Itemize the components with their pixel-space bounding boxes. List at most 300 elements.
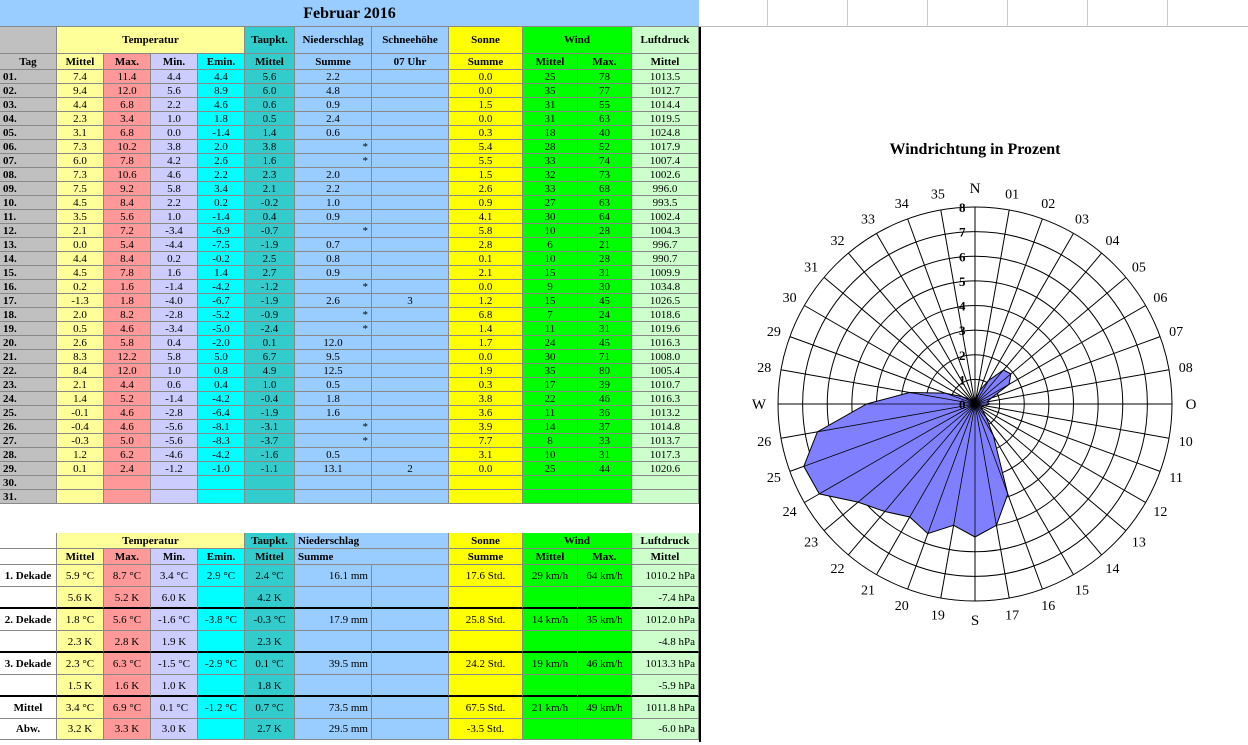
summary-header-taupkt[interactable]: Taupkt.	[245, 533, 295, 549]
table-cell-min[interactable]: -2.8	[151, 308, 198, 322]
table-cell-max[interactable]: 9.2	[104, 182, 151, 196]
table-cell-wind-mittel[interactable]: 27	[523, 196, 578, 210]
summary-cell-schneehoehe[interactable]	[372, 653, 449, 675]
summary-cell-luftdruck[interactable]: -6.0 hPa	[632, 719, 699, 740]
table-cell-wind-max[interactable]: 30	[578, 280, 632, 294]
table-cell-emin[interactable]: -4.2	[198, 392, 245, 406]
summary-cell-max[interactable]: 1.6 K	[104, 675, 151, 697]
summary-label[interactable]: 2. Dekade	[0, 609, 57, 631]
table-cell-emin[interactable]: 4.4	[198, 70, 245, 84]
summary-cell-mittel[interactable]: 3.2 K	[57, 719, 104, 740]
table-cell-wind-max[interactable]: 31	[578, 266, 632, 280]
table-cell-mittel[interactable]: -0.4	[57, 420, 104, 434]
table-cell-luftdruck[interactable]: 1019.6	[632, 322, 699, 336]
summary-cell-emin[interactable]	[198, 587, 245, 609]
table-cell-niederschlag[interactable]: 9.5	[295, 350, 372, 364]
sheet-title[interactable]: Februar 2016	[0, 0, 699, 27]
table-cell-min[interactable]: 5.6	[151, 84, 198, 98]
table-cell-niederschlag[interactable]: 0.5	[295, 448, 372, 462]
summary-cell-luftdruck[interactable]: 1010.2 hPa	[632, 565, 699, 587]
table-cell-tag[interactable]: 02.	[0, 84, 57, 98]
summary-header-empty[interactable]	[0, 533, 57, 549]
table-cell-schneehoehe[interactable]: 2	[372, 462, 449, 476]
table-cell-min[interactable]: 1.0	[151, 364, 198, 378]
summary-cell-max[interactable]: 5.2 K	[104, 587, 151, 609]
table-cell-taupkt[interactable]: 3.8	[245, 140, 295, 154]
table-cell-taupkt[interactable]: -0.9	[245, 308, 295, 322]
summary-cell-sonne[interactable]	[449, 587, 523, 609]
summary-cell-taupkt[interactable]: -0.3 °C	[245, 609, 295, 631]
table-cell-niederschlag[interactable]: *	[295, 322, 372, 336]
summary-label[interactable]: 3. Dekade	[0, 653, 57, 675]
table-cell-luftdruck[interactable]: 1019.5	[632, 112, 699, 126]
table-cell-taupkt[interactable]: 0.1	[245, 336, 295, 350]
table-cell-mittel[interactable]: -0.3	[57, 434, 104, 448]
table-cell-tag[interactable]: 10.	[0, 196, 57, 210]
table-cell-tag[interactable]: 03.	[0, 98, 57, 112]
table-cell-taupkt[interactable]: 1.0	[245, 378, 295, 392]
table-cell-sonne[interactable]: 5.8	[449, 224, 523, 238]
table-cell-mittel[interactable]: 4.5	[57, 196, 104, 210]
table-cell-wind-mittel[interactable]: 28	[523, 140, 578, 154]
table-cell-min[interactable]: -3.4	[151, 224, 198, 238]
table-cell-emin[interactable]: -6.7	[198, 294, 245, 308]
table-cell-max[interactable]: 12.0	[104, 364, 151, 378]
summary-cell-taupkt[interactable]: 2.7 K	[245, 719, 295, 740]
table-cell-luftdruck[interactable]: 1020.6	[632, 462, 699, 476]
table-cell-tag[interactable]: 07.	[0, 154, 57, 168]
summary-cell-min[interactable]: 3.4 °C	[151, 565, 198, 587]
table-cell-mittel[interactable]: 0.0	[57, 238, 104, 252]
table-cell-luftdruck[interactable]: 1012.7	[632, 84, 699, 98]
table-cell-taupkt[interactable]: 2.3	[245, 168, 295, 182]
summary-header-sonne[interactable]: Sonne	[449, 533, 523, 549]
table-cell-schneehoehe[interactable]	[372, 168, 449, 182]
table-cell-niederschlag[interactable]: 1.8	[295, 392, 372, 406]
table-cell-max[interactable]: 4.6	[104, 322, 151, 336]
summary-cell-schneehoehe[interactable]	[372, 565, 449, 587]
table-cell-min[interactable]: 2.2	[151, 98, 198, 112]
table-cell-taupkt[interactable]: -2.4	[245, 322, 295, 336]
table-cell-mittel[interactable]: 7.3	[57, 168, 104, 182]
table-cell-mittel[interactable]: 2.3	[57, 112, 104, 126]
summary-cell-wind-max[interactable]	[578, 631, 632, 653]
summary-cell-taupkt[interactable]: 2.3 K	[245, 631, 295, 653]
table-cell-schneehoehe[interactable]	[372, 280, 449, 294]
table-cell-schneehoehe[interactable]	[372, 308, 449, 322]
table-cell-max[interactable]: 1.8	[104, 294, 151, 308]
table-cell-luftdruck[interactable]: 1014.4	[632, 98, 699, 112]
summary-cell-niederschlag[interactable]: 17.9 mm	[295, 609, 372, 631]
table-cell-max[interactable]: 6.2	[104, 448, 151, 462]
table-cell-tag[interactable]: 12.	[0, 224, 57, 238]
table-cell-max[interactable]: 12.2	[104, 350, 151, 364]
table-cell-taupkt[interactable]: 4.9	[245, 364, 295, 378]
table-cell-wind-max[interactable]: 55	[578, 98, 632, 112]
table-cell-taupkt[interactable]: -0.2	[245, 196, 295, 210]
table-cell-wind-mittel[interactable]: 9	[523, 280, 578, 294]
table-cell-luftdruck[interactable]: 1034.8	[632, 280, 699, 294]
table-cell-max[interactable]: 8.4	[104, 252, 151, 266]
summary-cell-luftdruck[interactable]: 1013.3 hPa	[632, 653, 699, 675]
table-cell-sonne[interactable]: 7.7	[449, 434, 523, 448]
header-taupkt[interactable]: Taupkt.	[245, 27, 295, 54]
table-cell-wind-mittel[interactable]: 15	[523, 294, 578, 308]
table-cell-tag[interactable]: 29.	[0, 462, 57, 476]
table-cell-niederschlag[interactable]: 12.0	[295, 336, 372, 350]
table-cell-max[interactable]: 2.4	[104, 462, 151, 476]
table-cell-luftdruck[interactable]: 996.0	[632, 182, 699, 196]
table-cell-min[interactable]: 2.2	[151, 196, 198, 210]
summary-cell-niederschlag[interactable]	[295, 587, 372, 609]
table-cell-min[interactable]: 5.8	[151, 182, 198, 196]
table-cell-tag[interactable]: 25.	[0, 406, 57, 420]
table-cell-tag[interactable]: 16.	[0, 280, 57, 294]
table-cell-min[interactable]: -1.4	[151, 280, 198, 294]
table-cell-max[interactable]: 12.0	[104, 84, 151, 98]
table-cell-wind-mittel[interactable]: 31	[523, 98, 578, 112]
table-cell-niederschlag[interactable]	[295, 490, 372, 504]
summary-header-niederschlag[interactable]: Niederschlag	[295, 533, 449, 549]
summary-cell-sonne[interactable]	[449, 675, 523, 697]
table-cell-schneehoehe[interactable]	[372, 476, 449, 490]
table-cell-min[interactable]: 0.4	[151, 336, 198, 350]
summary-cell-sonne[interactable]: 17.6 Std.	[449, 565, 523, 587]
table-cell-emin[interactable]: -1.0	[198, 462, 245, 476]
summary-subheader-wind-max[interactable]: Max.	[578, 549, 632, 565]
table-cell-sonne[interactable]: 3.6	[449, 406, 523, 420]
table-cell-min[interactable]: 4.4	[151, 70, 198, 84]
table-cell-wind-mittel[interactable]: 30	[523, 350, 578, 364]
summary-cell-max[interactable]: 2.8 K	[104, 631, 151, 653]
header-tag[interactable]: Tag	[0, 54, 57, 70]
table-cell-min[interactable]: 1.0	[151, 210, 198, 224]
table-cell-emin[interactable]: 0.2	[198, 196, 245, 210]
table-cell-wind-max[interactable]	[578, 490, 632, 504]
table-cell-taupkt[interactable]: -0.4	[245, 392, 295, 406]
summary-subheader-max[interactable]: Max.	[104, 549, 151, 565]
table-cell-schneehoehe[interactable]	[372, 434, 449, 448]
summary-cell-wind-max[interactable]: 46 km/h	[578, 653, 632, 675]
summary-cell-luftdruck[interactable]: 1011.8 hPa	[632, 697, 699, 719]
summary-cell-mittel[interactable]: 1.5 K	[57, 675, 104, 697]
table-cell-mittel[interactable]: 4.5	[57, 266, 104, 280]
table-cell-wind-max[interactable]: 45	[578, 294, 632, 308]
table-cell-wind-mittel[interactable]: 7	[523, 308, 578, 322]
table-cell-emin[interactable]: -0.2	[198, 252, 245, 266]
summary-cell-max[interactable]: 3.3 K	[104, 719, 151, 740]
table-cell-mittel[interactable]: 2.6	[57, 336, 104, 350]
summary-cell-taupkt[interactable]: 0.7 °C	[245, 697, 295, 719]
table-cell-min[interactable]: 0.0	[151, 126, 198, 140]
table-cell-mittel[interactable]	[57, 476, 104, 490]
table-cell-emin[interactable]: -1.4	[198, 210, 245, 224]
table-cell-emin[interactable]: 2.0	[198, 140, 245, 154]
table-cell-taupkt[interactable]: 6.0	[245, 84, 295, 98]
table-cell-schneehoehe[interactable]	[372, 84, 449, 98]
summary-cell-schneehoehe[interactable]	[372, 697, 449, 719]
table-cell-taupkt[interactable]: -1.2	[245, 280, 295, 294]
summary-header-temperatur[interactable]: Temperatur	[57, 533, 245, 549]
summary-cell-schneehoehe[interactable]	[372, 675, 449, 697]
header-wind[interactable]: Wind	[523, 27, 632, 54]
table-cell-niederschlag[interactable]: 1.0	[295, 196, 372, 210]
table-cell-tag[interactable]: 18.	[0, 308, 57, 322]
summary-cell-mittel[interactable]: 2.3 K	[57, 631, 104, 653]
summary-header-wind[interactable]: Wind	[523, 533, 632, 549]
table-cell-schneehoehe[interactable]	[372, 378, 449, 392]
table-cell-niederschlag[interactable]: 1.6	[295, 406, 372, 420]
table-cell-luftdruck[interactable]: 1005.4	[632, 364, 699, 378]
table-cell-sonne[interactable]	[449, 476, 523, 490]
table-cell-luftdruck[interactable]: 1002.6	[632, 168, 699, 182]
table-cell-max[interactable]: 5.2	[104, 392, 151, 406]
summary-header-luftdruck[interactable]: Luftdruck	[632, 533, 699, 549]
table-cell-sonne[interactable]: 1.2	[449, 294, 523, 308]
summary-subheader-wind-mittel[interactable]: Mittel	[523, 549, 578, 565]
summary-cell-wind-max[interactable]: 49 km/h	[578, 697, 632, 719]
subheader-luftdruck[interactable]: Mittel	[632, 54, 699, 70]
header-niederschlag[interactable]: Niederschlag	[295, 27, 372, 54]
table-cell-schneehoehe[interactable]	[372, 182, 449, 196]
summary-cell-max[interactable]: 8.7 °C	[104, 565, 151, 587]
table-cell-tag[interactable]: 26.	[0, 420, 57, 434]
table-cell-emin[interactable]: 1.8	[198, 112, 245, 126]
table-cell-mittel[interactable]: 1.4	[57, 392, 104, 406]
table-cell-sonne[interactable]: 0.9	[449, 196, 523, 210]
table-cell-sonne[interactable]: 0.3	[449, 126, 523, 140]
table-cell-niederschlag[interactable]	[295, 476, 372, 490]
table-cell-schneehoehe[interactable]	[372, 364, 449, 378]
table-cell-sonne[interactable]: 5.4	[449, 140, 523, 154]
table-cell-emin[interactable]	[198, 476, 245, 490]
table-cell-luftdruck[interactable]: 1013.2	[632, 406, 699, 420]
table-cell-wind-max[interactable]: 78	[578, 70, 632, 84]
table-cell-taupkt[interactable]: -0.7	[245, 224, 295, 238]
table-cell-sonne[interactable]: 2.1	[449, 266, 523, 280]
table-cell-max[interactable]: 4.6	[104, 406, 151, 420]
table-cell-tag[interactable]: 09.	[0, 182, 57, 196]
table-cell-min[interactable]: -1.2	[151, 462, 198, 476]
summary-label[interactable]	[0, 587, 57, 609]
table-cell-schneehoehe[interactable]	[372, 448, 449, 462]
table-cell-luftdruck[interactable]: 1002.4	[632, 210, 699, 224]
table-cell-mittel[interactable]: 2.1	[57, 224, 104, 238]
table-cell-wind-mittel[interactable]: 17	[523, 378, 578, 392]
summary-cell-schneehoehe[interactable]	[372, 631, 449, 653]
table-cell-tag[interactable]: 04.	[0, 112, 57, 126]
summary-cell-max[interactable]: 6.9 °C	[104, 697, 151, 719]
table-cell-schneehoehe[interactable]	[372, 238, 449, 252]
table-cell-wind-mittel[interactable]: 6	[523, 238, 578, 252]
table-cell-tag[interactable]: 22.	[0, 364, 57, 378]
summary-cell-taupkt[interactable]: 4.2 K	[245, 587, 295, 609]
table-cell-wind-mittel[interactable]: 31	[523, 112, 578, 126]
subheader-sonne[interactable]: Summe	[449, 54, 523, 70]
summary-subheader-emin[interactable]: Emin.	[198, 549, 245, 565]
table-cell-wind-max[interactable]: 28	[578, 224, 632, 238]
table-cell-emin[interactable]: -1.4	[198, 126, 245, 140]
table-cell-niederschlag[interactable]: 0.7	[295, 238, 372, 252]
table-cell-emin[interactable]: -8.1	[198, 420, 245, 434]
subheader-emin[interactable]: Emin.	[198, 54, 245, 70]
table-cell-niederschlag[interactable]: 0.9	[295, 210, 372, 224]
summary-subheader-sonne[interactable]: Summe	[449, 549, 523, 565]
table-cell-wind-mittel[interactable]: 33	[523, 182, 578, 196]
table-cell-sonne[interactable]: 0.0	[449, 280, 523, 294]
table-cell-max[interactable]: 7.8	[104, 266, 151, 280]
table-cell-niederschlag[interactable]: *	[295, 140, 372, 154]
table-cell-niederschlag[interactable]: 2.2	[295, 70, 372, 84]
table-cell-wind-max[interactable]	[578, 476, 632, 490]
summary-cell-wind-mittel[interactable]	[523, 675, 578, 697]
summary-cell-mittel[interactable]: 3.4 °C	[57, 697, 104, 719]
table-cell-max[interactable]: 8.2	[104, 308, 151, 322]
table-cell-mittel[interactable]: 7.3	[57, 140, 104, 154]
table-cell-wind-max[interactable]: 80	[578, 364, 632, 378]
table-cell-min[interactable]: -4.4	[151, 238, 198, 252]
table-cell-niederschlag[interactable]: 2.6	[295, 294, 372, 308]
table-cell-sonne[interactable]	[449, 490, 523, 504]
table-cell-niederschlag[interactable]: 4.8	[295, 84, 372, 98]
table-cell-schneehoehe[interactable]	[372, 406, 449, 420]
table-cell-mittel[interactable]: 9.4	[57, 84, 104, 98]
table-cell-sonne[interactable]: 0.3	[449, 378, 523, 392]
table-cell-wind-mittel[interactable]: 30	[523, 210, 578, 224]
table-cell-tag[interactable]: 19.	[0, 322, 57, 336]
table-cell-taupkt[interactable]: 0.6	[245, 98, 295, 112]
table-cell-emin[interactable]: 4.6	[198, 98, 245, 112]
table-cell-schneehoehe[interactable]	[372, 154, 449, 168]
subheader-taupkt[interactable]: Mittel	[245, 54, 295, 70]
summary-cell-niederschlag[interactable]	[295, 631, 372, 653]
table-cell-emin[interactable]: -6.4	[198, 406, 245, 420]
table-cell-emin[interactable]: -2.0	[198, 336, 245, 350]
summary-cell-mittel[interactable]: 2.3 °C	[57, 653, 104, 675]
subheader-wind-mittel[interactable]: Mittel	[523, 54, 578, 70]
table-cell-mittel[interactable]: 4.4	[57, 252, 104, 266]
table-cell-sonne[interactable]: 1.5	[449, 168, 523, 182]
table-cell-luftdruck[interactable]: 1008.0	[632, 350, 699, 364]
subheader-max[interactable]: Max.	[104, 54, 151, 70]
table-cell-niederschlag[interactable]: 0.6	[295, 126, 372, 140]
summary-label[interactable]	[0, 631, 57, 653]
table-cell-niederschlag[interactable]: 2.2	[295, 182, 372, 196]
table-cell-mittel[interactable]: 2.0	[57, 308, 104, 322]
table-cell-emin[interactable]: 0.4	[198, 378, 245, 392]
summary-cell-emin[interactable]: -3.8 °C	[198, 609, 245, 631]
table-cell-schneehoehe[interactable]	[372, 70, 449, 84]
table-cell-min[interactable]: -4.0	[151, 294, 198, 308]
summary-cell-sonne[interactable]: 67.5 Std.	[449, 697, 523, 719]
table-cell-mittel[interactable]: 7.4	[57, 70, 104, 84]
table-cell-luftdruck[interactable]: 1004.3	[632, 224, 699, 238]
summary-subheader-empty[interactable]	[0, 549, 57, 565]
table-cell-emin[interactable]: -4.2	[198, 280, 245, 294]
table-cell-wind-max[interactable]: 77	[578, 84, 632, 98]
table-cell-wind-max[interactable]: 39	[578, 378, 632, 392]
summary-cell-sonne[interactable]	[449, 631, 523, 653]
summary-cell-wind-max[interactable]	[578, 675, 632, 697]
table-cell-taupkt[interactable]: 6.7	[245, 350, 295, 364]
summary-cell-sonne[interactable]: 24.2 Std.	[449, 653, 523, 675]
table-cell-sonne[interactable]: 5.5	[449, 154, 523, 168]
summary-subheader-min[interactable]: Min.	[151, 549, 198, 565]
table-cell-max[interactable]: 10.2	[104, 140, 151, 154]
table-cell-luftdruck[interactable]: 996.7	[632, 238, 699, 252]
summary-cell-luftdruck[interactable]: -4.8 hPa	[632, 631, 699, 653]
table-cell-sonne[interactable]: 2.8	[449, 238, 523, 252]
table-cell-wind-max[interactable]: 46	[578, 392, 632, 406]
table-cell-mittel[interactable]: 8.3	[57, 350, 104, 364]
header-schneehoehe[interactable]: Schneehöhe	[372, 27, 449, 54]
table-cell-max[interactable]: 11.4	[104, 70, 151, 84]
table-cell-taupkt[interactable]: -3.1	[245, 420, 295, 434]
table-cell-taupkt[interactable]: -3.7	[245, 434, 295, 448]
table-cell-luftdruck[interactable]: 1010.7	[632, 378, 699, 392]
table-cell-luftdruck[interactable]: 1017.3	[632, 448, 699, 462]
table-cell-schneehoehe[interactable]	[372, 322, 449, 336]
table-cell-taupkt[interactable]: 0.5	[245, 112, 295, 126]
table-cell-wind-mittel[interactable]: 25	[523, 462, 578, 476]
table-cell-wind-max[interactable]: 24	[578, 308, 632, 322]
table-cell-schneehoehe[interactable]	[372, 98, 449, 112]
table-cell-wind-mittel[interactable]: 32	[523, 168, 578, 182]
summary-label[interactable]	[0, 675, 57, 697]
summary-cell-wind-mittel[interactable]: 19 km/h	[523, 653, 578, 675]
table-cell-luftdruck[interactable]: 990.7	[632, 252, 699, 266]
summary-cell-schneehoehe[interactable]	[372, 609, 449, 631]
subheader-mittel[interactable]: Mittel	[57, 54, 104, 70]
table-cell-wind-max[interactable]: 63	[578, 112, 632, 126]
table-cell-schneehoehe[interactable]	[372, 210, 449, 224]
table-cell-wind-mittel[interactable]: 14	[523, 420, 578, 434]
summary-cell-min[interactable]: 0.1 °C	[151, 697, 198, 719]
table-cell-taupkt[interactable]: -1.9	[245, 238, 295, 252]
summary-cell-mittel[interactable]: 1.8 °C	[57, 609, 104, 631]
summary-cell-niederschlag[interactable]: 16.1 mm	[295, 565, 372, 587]
summary-cell-schneehoehe[interactable]	[372, 587, 449, 609]
table-cell-wind-max[interactable]: 44	[578, 462, 632, 476]
table-cell-wind-mittel[interactable]: 10	[523, 224, 578, 238]
table-cell-wind-max[interactable]: 36	[578, 406, 632, 420]
table-cell-niederschlag[interactable]: *	[295, 280, 372, 294]
summary-cell-niederschlag[interactable]	[295, 675, 372, 697]
summary-cell-max[interactable]: 6.3 °C	[104, 653, 151, 675]
table-cell-schneehoehe[interactable]	[372, 490, 449, 504]
table-cell-mittel[interactable]: 2.1	[57, 378, 104, 392]
table-cell-sonne[interactable]: 4.1	[449, 210, 523, 224]
table-cell-schneehoehe[interactable]	[372, 252, 449, 266]
table-cell-schneehoehe[interactable]: 3	[372, 294, 449, 308]
table-cell-min[interactable]	[151, 490, 198, 504]
summary-cell-wind-max[interactable]: 35 km/h	[578, 609, 632, 631]
table-cell-luftdruck[interactable]: 993.5	[632, 196, 699, 210]
table-cell-tag[interactable]: 01.	[0, 70, 57, 84]
table-cell-mittel[interactable]: 1.2	[57, 448, 104, 462]
table-cell-niederschlag[interactable]: 12.5	[295, 364, 372, 378]
wind-rose-chart[interactable]	[701, 27, 1248, 742]
table-cell-taupkt[interactable]: -1.1	[245, 462, 295, 476]
summary-cell-sonne[interactable]: -3.5 Std.	[449, 719, 523, 740]
table-cell-emin[interactable]: 0.8	[198, 364, 245, 378]
table-cell-niederschlag[interactable]: 0.9	[295, 266, 372, 280]
table-cell-tag[interactable]: 21.	[0, 350, 57, 364]
subheader-schneehoehe[interactable]: 07 Uhr	[372, 54, 449, 70]
summary-cell-min[interactable]: 6.0 K	[151, 587, 198, 609]
table-cell-wind-mittel[interactable]: 11	[523, 406, 578, 420]
table-cell-mittel[interactable]: 3.1	[57, 126, 104, 140]
